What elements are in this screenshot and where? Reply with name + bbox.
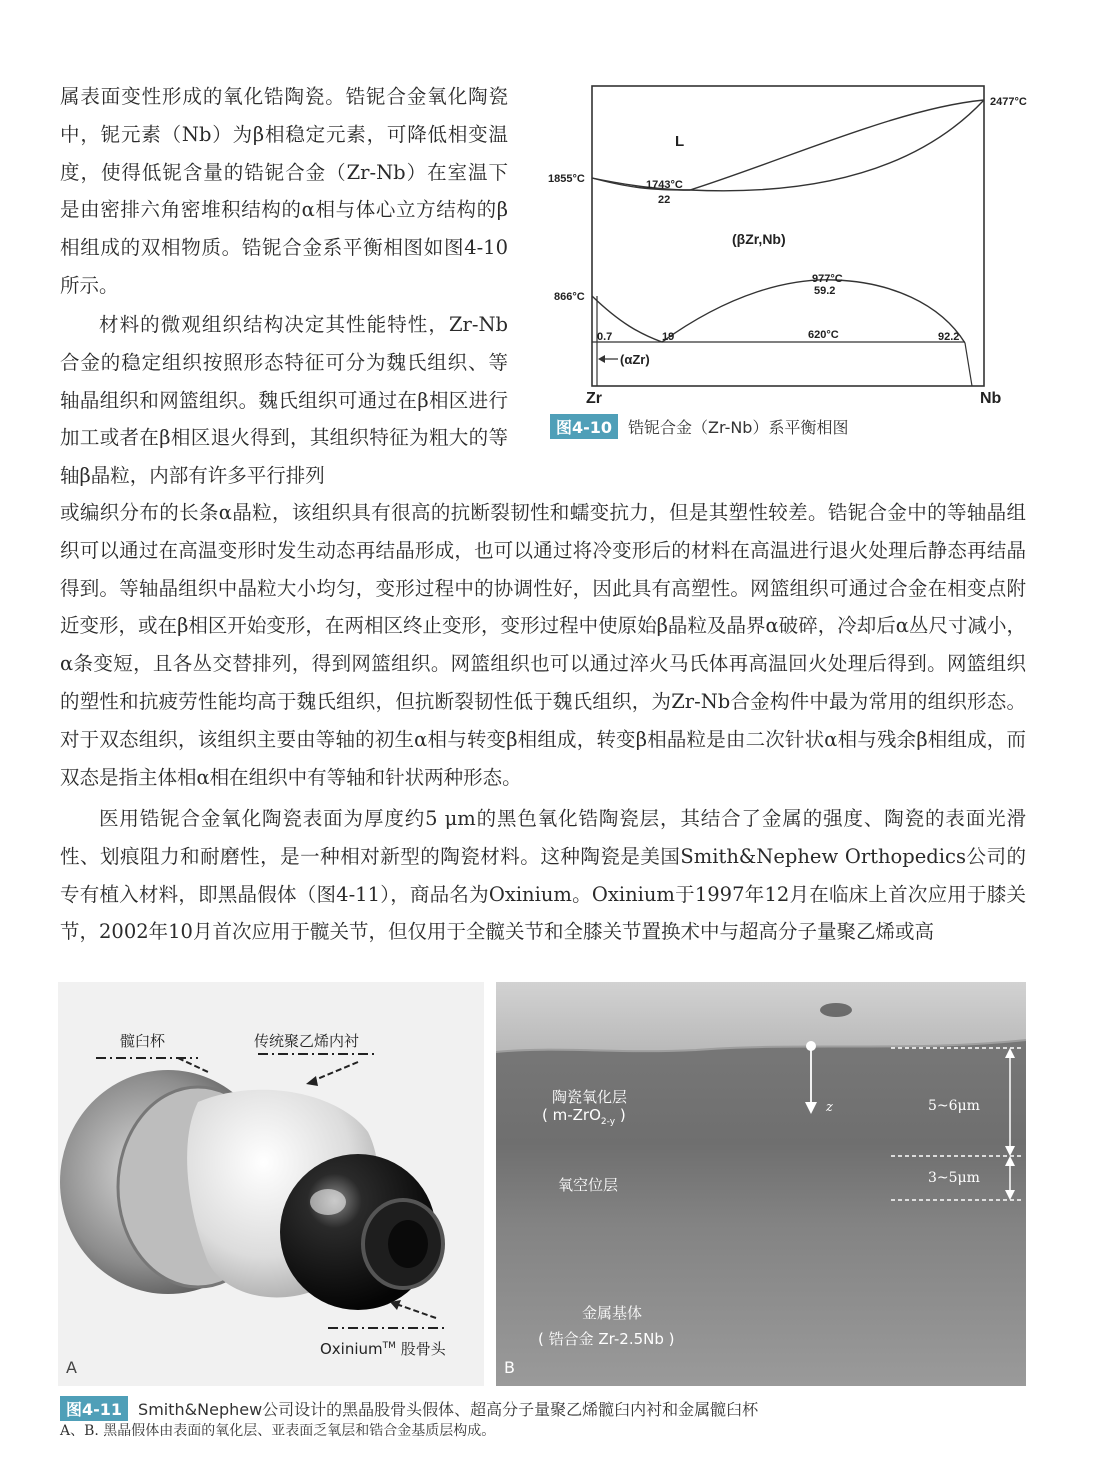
liner-leader-arrow — [310, 1062, 358, 1082]
label-vacancy-layer: 氧空位层 — [558, 1176, 619, 1194]
femoral-head-highlight — [310, 1189, 346, 1215]
sem-pit — [820, 1003, 852, 1017]
paragraph-1: 属表面变性形成的氧化锆陶瓷。锆铌合金氧化陶瓷中，铌元素（Nb）为β相稳定元素，可降低相变温度，使得低铌含量的锆铌合金（Zr-Nb）在室温下是由密排六角密堆积结构的α相与体心立方结构的β相组成的双相物质。锆铌合金系平衡相图如图4-10所示。 — [60, 85, 508, 297]
figure-4-11-subcaption: A、B. 黑晶假体由表面的氧化层、亚表面乏氧层和锆合金基质层构成。 — [60, 1423, 496, 1439]
label-zr: Zr — [586, 390, 602, 407]
formula-close: ) — [615, 1106, 626, 1124]
label-ceramic-formula — [542, 1106, 626, 1127]
nb-boundary — [965, 343, 972, 386]
label-1743: 1743°C — [646, 179, 683, 191]
figure-4-11-caption — [60, 1396, 758, 1421]
label-beta-phase: (βZr,Nb) — [732, 231, 786, 247]
taper-bore — [388, 1220, 428, 1268]
head-leader-arrow — [396, 1304, 436, 1318]
label-thickness-1: 5~6μm — [928, 1098, 980, 1114]
label-polyethylene-liner: 传统聚乙烯内衬 — [254, 1032, 360, 1050]
label-977: 977°C — [812, 273, 843, 285]
paragraph-3: 医用锆铌合金氧化陶瓷表面为厚度约5 μm的黑色氧化锆陶瓷层，其结合了金属的强度、陶瓷的表面光滑性、划痕阻力和耐磨性，是一种相对新型的陶瓷材料。这种陶瓷是美国Smith&Nephew Orthopedics公司的专有植入材料，即黑晶假体（图4-11），商品名为Oxinium。Oxinium于1997年12月在临床上首次应用于膝关节，2002年10月首次应用于髋关节，但仅用于全髋关节和全膝关节置换术中与超高分子量聚乙烯或高 — [60, 807, 1026, 944]
cup-leader-tail — [178, 1058, 208, 1072]
label-thickness-2: 3~5μm — [928, 1170, 980, 1186]
phase-diagram-figure — [540, 78, 1060, 448]
label-nb: Nb — [980, 390, 1002, 407]
label-1855: 1855°C — [548, 173, 585, 185]
label-92-2: 92.2 — [938, 331, 960, 343]
paragraph-2-continued: 或编织分布的长条α晶粒，该组织具有很高的抗断裂韧性和蠕变抗力，但是其塑性较差。锆铌合金中的等轴晶组织可以通过在高温变形时发生动态再结晶形成，也可以通过将冷变形后的材料在高温进行退火处理后静态再结晶得到。等轴晶组织中晶粒大小均匀，变形过程中的协调性好，因此具有高塑性。网篮组织可通过合金在相变点附近变形，或在β相区开始变形，在两相区终止变形，变形过程中使原始β晶粒及晶界α破碎，冷却后α丛尺寸减小，α条变短，且各丛交替排列，得到网篮组织。网篮组织也可以通过淬火马氏体再高温回火处理后得到。网篮组织的塑性和抗疲劳性能均高于魏氏组织，但抗断裂韧性低于魏氏组织，为Zr-Nb合金构件中最为常用的组织形态。对于双态组织，该组织主要由等轴的初生α相与转变β相组成，转变β相晶粒是由二次针状α相与残余β相组成，而双态是指主体相α相在组织中有等轴和针状两种形态。 — [60, 501, 1026, 789]
miscibility-dome — [592, 280, 965, 343]
figure-4-11-panel-a — [58, 982, 484, 1386]
figure-4-11-caption-text: Smith&Nephew公司设计的黑晶股骨头假体、超高分子量聚乙烯髋臼内衬和金属髋臼杯 — [138, 1400, 759, 1419]
trademark-mark: TM — [382, 1341, 396, 1351]
label-z-axis: z — [826, 1100, 833, 1115]
label-metal-substrate: 金属基体 — [582, 1304, 643, 1322]
alpha-arrowhead — [598, 355, 605, 363]
label-zr-alloy: ( 锆合金 Zr-2.5Nb ) — [538, 1330, 675, 1348]
label-0-7: 0.7 — [597, 331, 613, 343]
label-ceramic-layer: 陶瓷氧化层 — [552, 1088, 628, 1106]
solidus-curve — [592, 100, 984, 191]
figure-4-10-caption — [550, 414, 848, 439]
figure-4-10-tag: 图4-10 — [550, 414, 618, 439]
liquidus-curve — [592, 100, 984, 190]
diagram-frame — [592, 86, 984, 386]
figure-4-11-tag: 图4-11 — [60, 1396, 128, 1421]
panel-a-letter: A — [66, 1358, 77, 1377]
formula-base: ( m-ZrO — [542, 1106, 601, 1124]
oxinium-name: Oxinium — [320, 1340, 383, 1358]
label-alpha-phase: (αZr) — [620, 352, 650, 367]
liner-arrowhead — [306, 1076, 318, 1086]
label-59-2: 59.2 — [814, 285, 836, 297]
label-liquid: L — [675, 133, 685, 150]
formula-subscript: 2-y — [600, 1117, 616, 1127]
label-22: 22 — [658, 194, 671, 206]
paragraph-2-start: 材料的微观组织结构决定其性能特性，Zr-Nb合金的稳定组织按照形态特征可分为魏氏组织、等轴晶组织和网篮组织。魏氏组织可通过在β相区进行加工或者在β相区退火得到，其组织特征为粗大的等轴β晶粒，内部有许多平行排列 — [60, 313, 508, 488]
label-2477: 2477°C — [990, 96, 1027, 108]
oxinium-suffix: 股骨头 — [395, 1340, 446, 1358]
label-acetabular-cup: 髋臼杯 — [120, 1032, 166, 1050]
label-620: 620°C — [808, 329, 839, 341]
label-19: 19 — [662, 331, 675, 343]
sem-surface-band — [496, 982, 1026, 1052]
panel-b-letter: B — [504, 1358, 515, 1377]
figure-4-10-caption-text: 锆铌合金（Zr-Nb）系平衡相图 — [628, 418, 849, 437]
label-oxinium-head — [320, 1338, 446, 1359]
figure-4-11-panel-b — [496, 982, 1026, 1386]
label-866: 866°C — [554, 291, 585, 303]
